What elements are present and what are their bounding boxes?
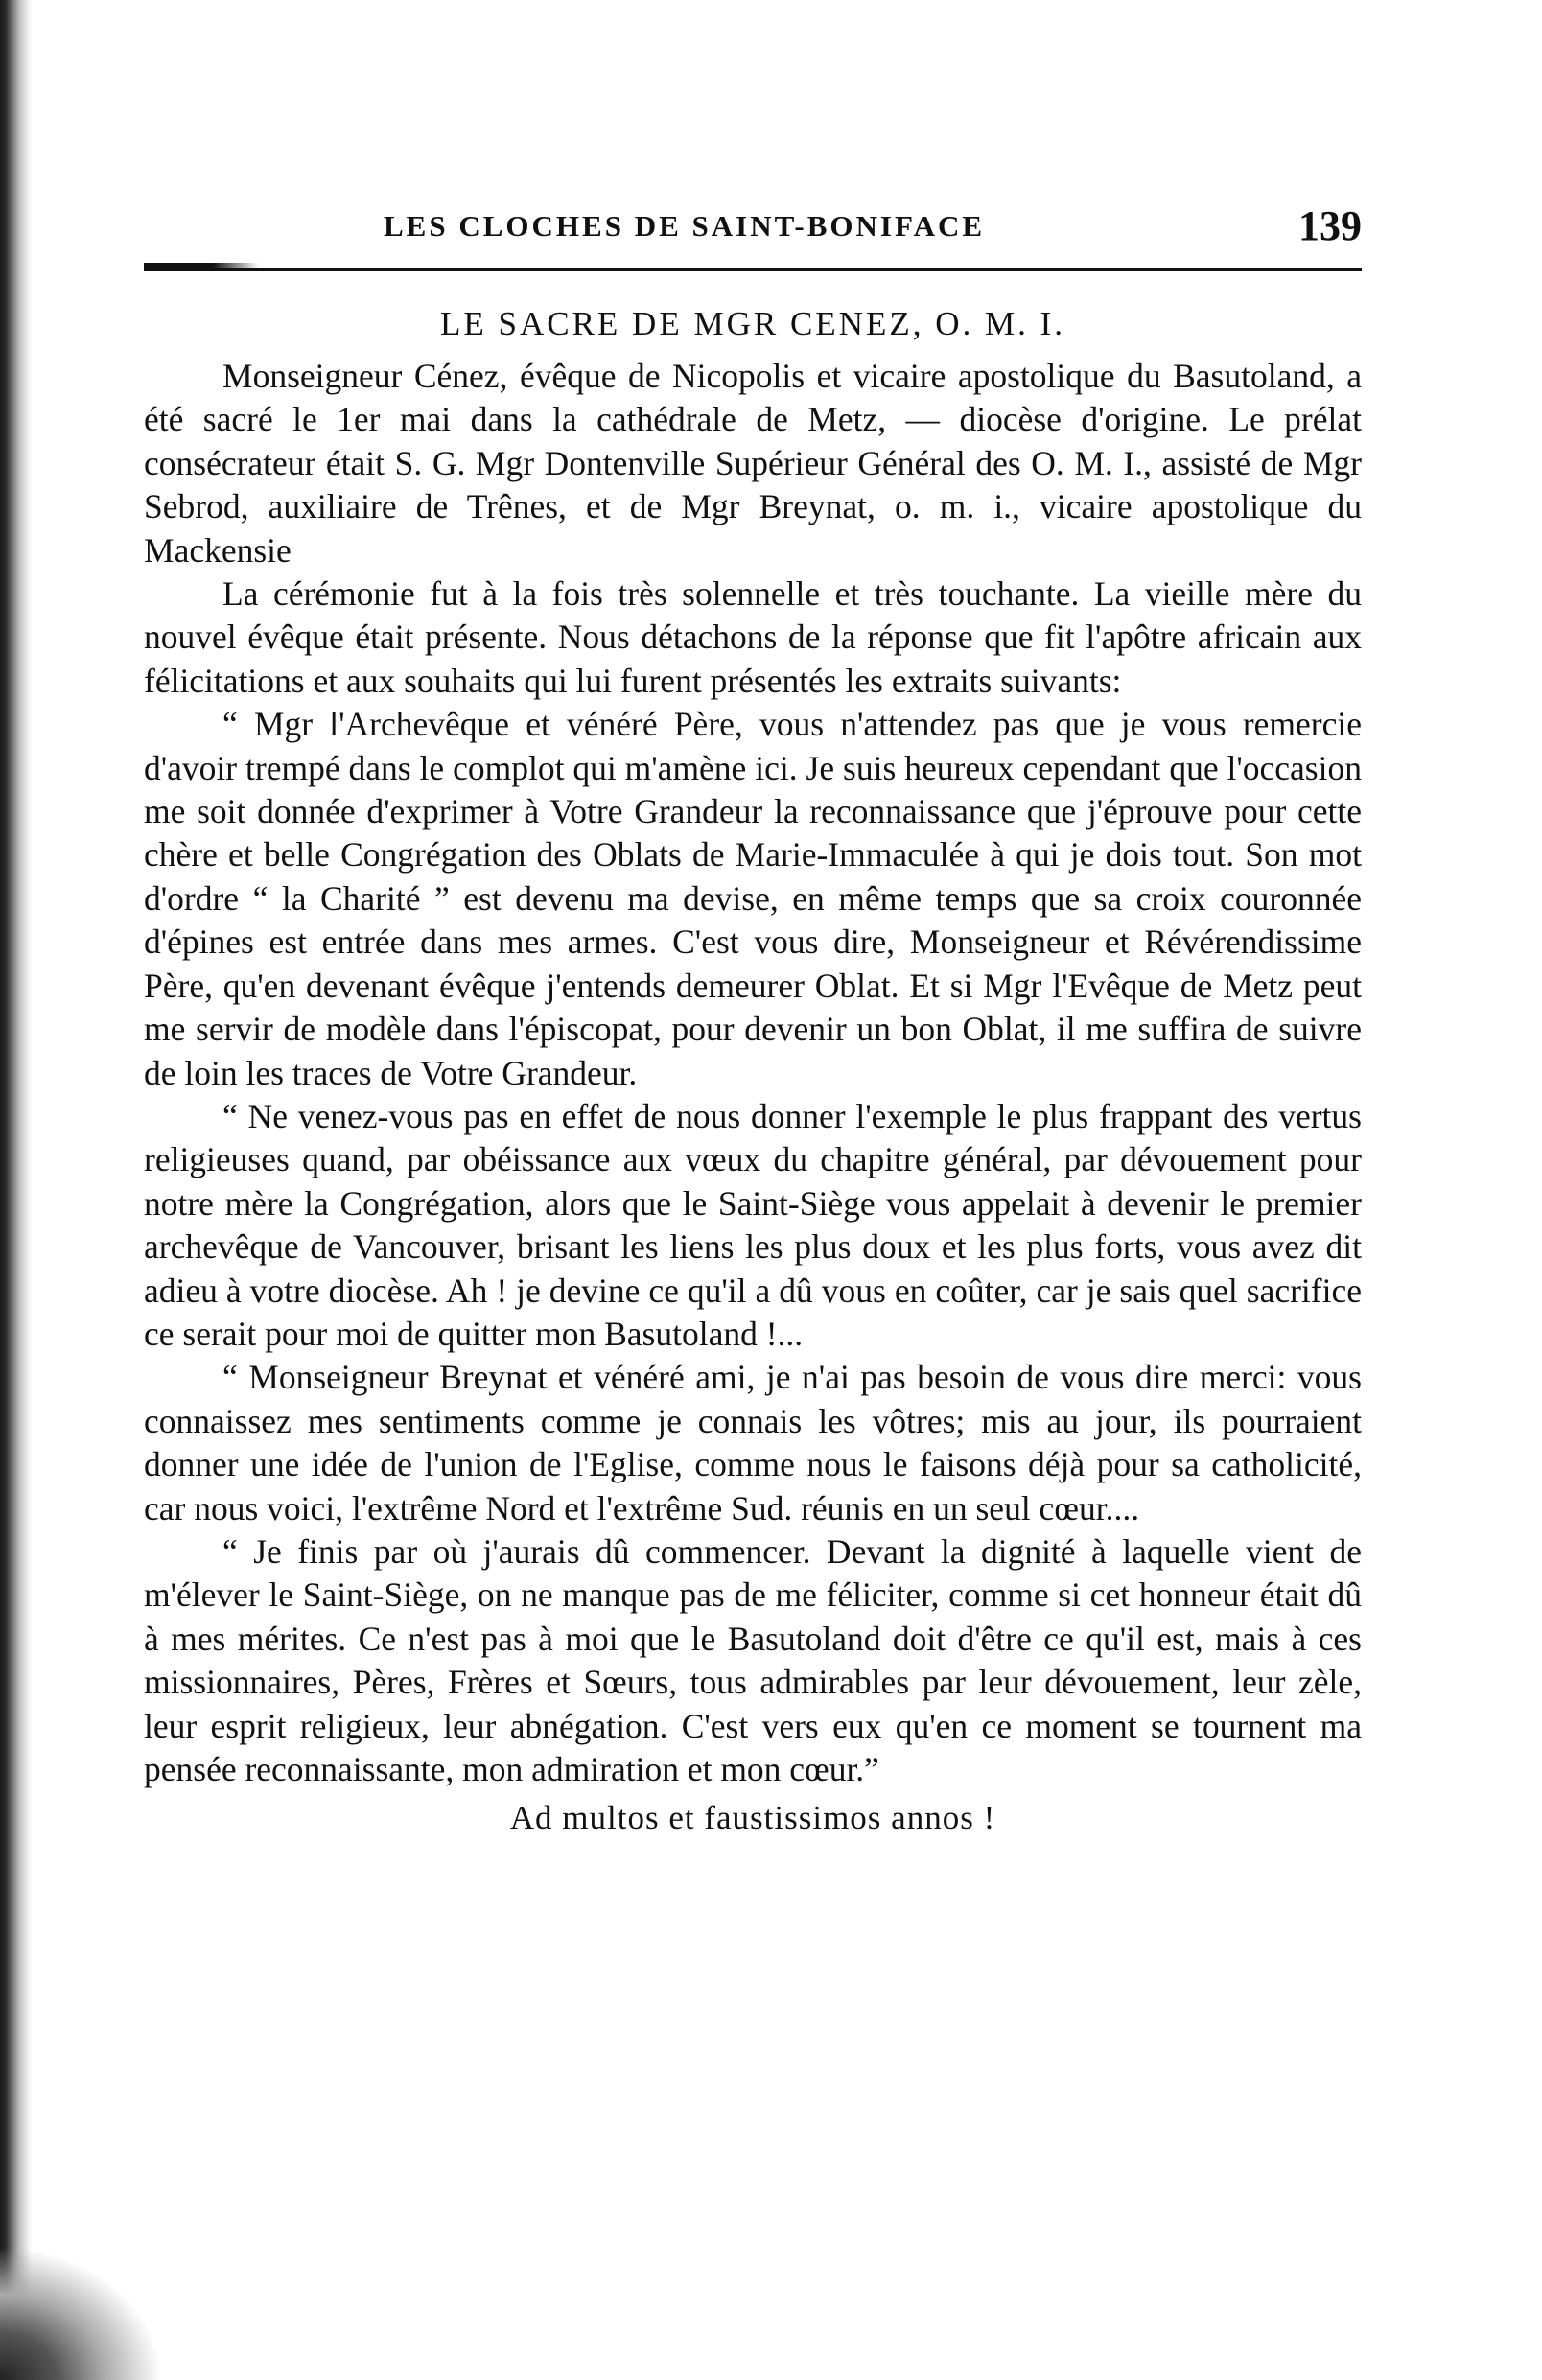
page (144, 201, 1362, 1837)
running-title: LES CLOCHES DE SAINT-BONIFACE (384, 209, 986, 243)
running-head (144, 201, 1362, 255)
paragraph-intro: Monseigneur Cénez, évêque de Nicopolis et vicaire apostolique du Basutoland, a été sacré le 1er mai dans la cathédrale de Metz, — diocèse d'origine. Le prélat consécrateur était S. G. Mgr Dontenville Supérieur Général des O. M. I., assisté de Mgr Sebrod, auxiliaire de Trênes, et de Mgr Breynat, o. m. i., vicaire apostolique du Mackensie (144, 357, 1362, 570)
left-margin-stain (0, 0, 33, 2380)
article (144, 305, 1362, 1837)
paragraph-quote-breynat: “ Monseigneur Breynat et vénéré ami, je n'ai pas besoin de vous dire merci: vous connaissez mes sentiments comme je connais les vôtres; mis au jour, ils pourraient donner une idée de l'union de l'Eglise, comme nous le faisons déjà pour sa catholicité, car nous voici, l'extrême Nord et l'extrême Sud. réunis en un seul cœur.... (144, 1358, 1362, 1528)
paragraph-ceremony: La cérémonie fut à la fois très solennelle et très touchante. La vieille mère du nouvel évêque était présente. Nous détachons de la réponse que fit l'apôtre africain aux félicitations et aux souhaits qui lui furent présentés les extraits suivants: (144, 574, 1362, 700)
paragraph-quote-closing: “ Je finis par où j'aurais dû commencer. Devant la dignité à laquelle vient de m'élever le Saint-Siège, on ne manque pas de me féliciter, comme si cet honneur était dû à mes mérites. Ce n'est pas à moi que le Basutoland doit d'être ce qu'il est, mais à ces missionnaires, Pères, Frères et Sœurs, tous admirables par leur dévouement, leur zèle, leur esprit religieux, leur abnégation. C'est vers eux qu'en ce moment se tournent ma pensée reconnaissante, mon admiration et mon cœur.” (144, 1531, 1362, 1788)
paragraph-quote-example: “ Ne venez-vous pas en effet de nous donner l'exemple le plus frappant des vertus religieuses quand, par obéissance aux vœux du chapitre général, par dévouement pour notre mère la Congrégation, alors que le Saint-Siège vous appelait à devenir le premier archevêque de Vancouver, brisant les liens les plus doux et les plus forts, vous avez dit adieu à votre diocèse. Ah ! je devine ce qu'il a dû vous en coûter, car je sais quel sacrifice ce serait pour moi de quitter mon Basutoland !... (144, 1096, 1362, 1353)
closing-line: Ad multos et faustissimos annos ! (509, 1799, 996, 1837)
article-title: LE SACRE DE MGR CENEZ, O. M. I. (439, 305, 1066, 342)
page-number: 139 (1298, 202, 1362, 249)
head-rule (144, 268, 1362, 271)
paragraph-quote-archbishop: “ Mgr l'Archevêque et vénéré Père, vous n'attendez pas que je vous remercie d'avoir trempé dans le complot qui m'amène ici. Je suis heureux cependant que l'occasion me soit donnée d'exprimer à Votre Grandeur la reconnaissance que j'éprouve pour cette chère et belle Congrégation des Oblats de Marie-Immaculée à qui je dois tout. Son mot d'ordre “ la Charité ” est devenu ma devise, en même temps que sa croix couronnée d'épines est entrée dans mes armes. C'est vous dire, Monseigneur et Révérendissime Père, qu'en devenant évêque j'entends demeurer Oblat. Et si Mgr l'Evêque de Metz peut me servir de modèle dans l'épiscopat, pour devenir un bon Oblat, il me suffira de suivre de loin les traces de Votre Grandeur. (144, 705, 1362, 1092)
bottom-corner-stain (0, 2246, 163, 2380)
